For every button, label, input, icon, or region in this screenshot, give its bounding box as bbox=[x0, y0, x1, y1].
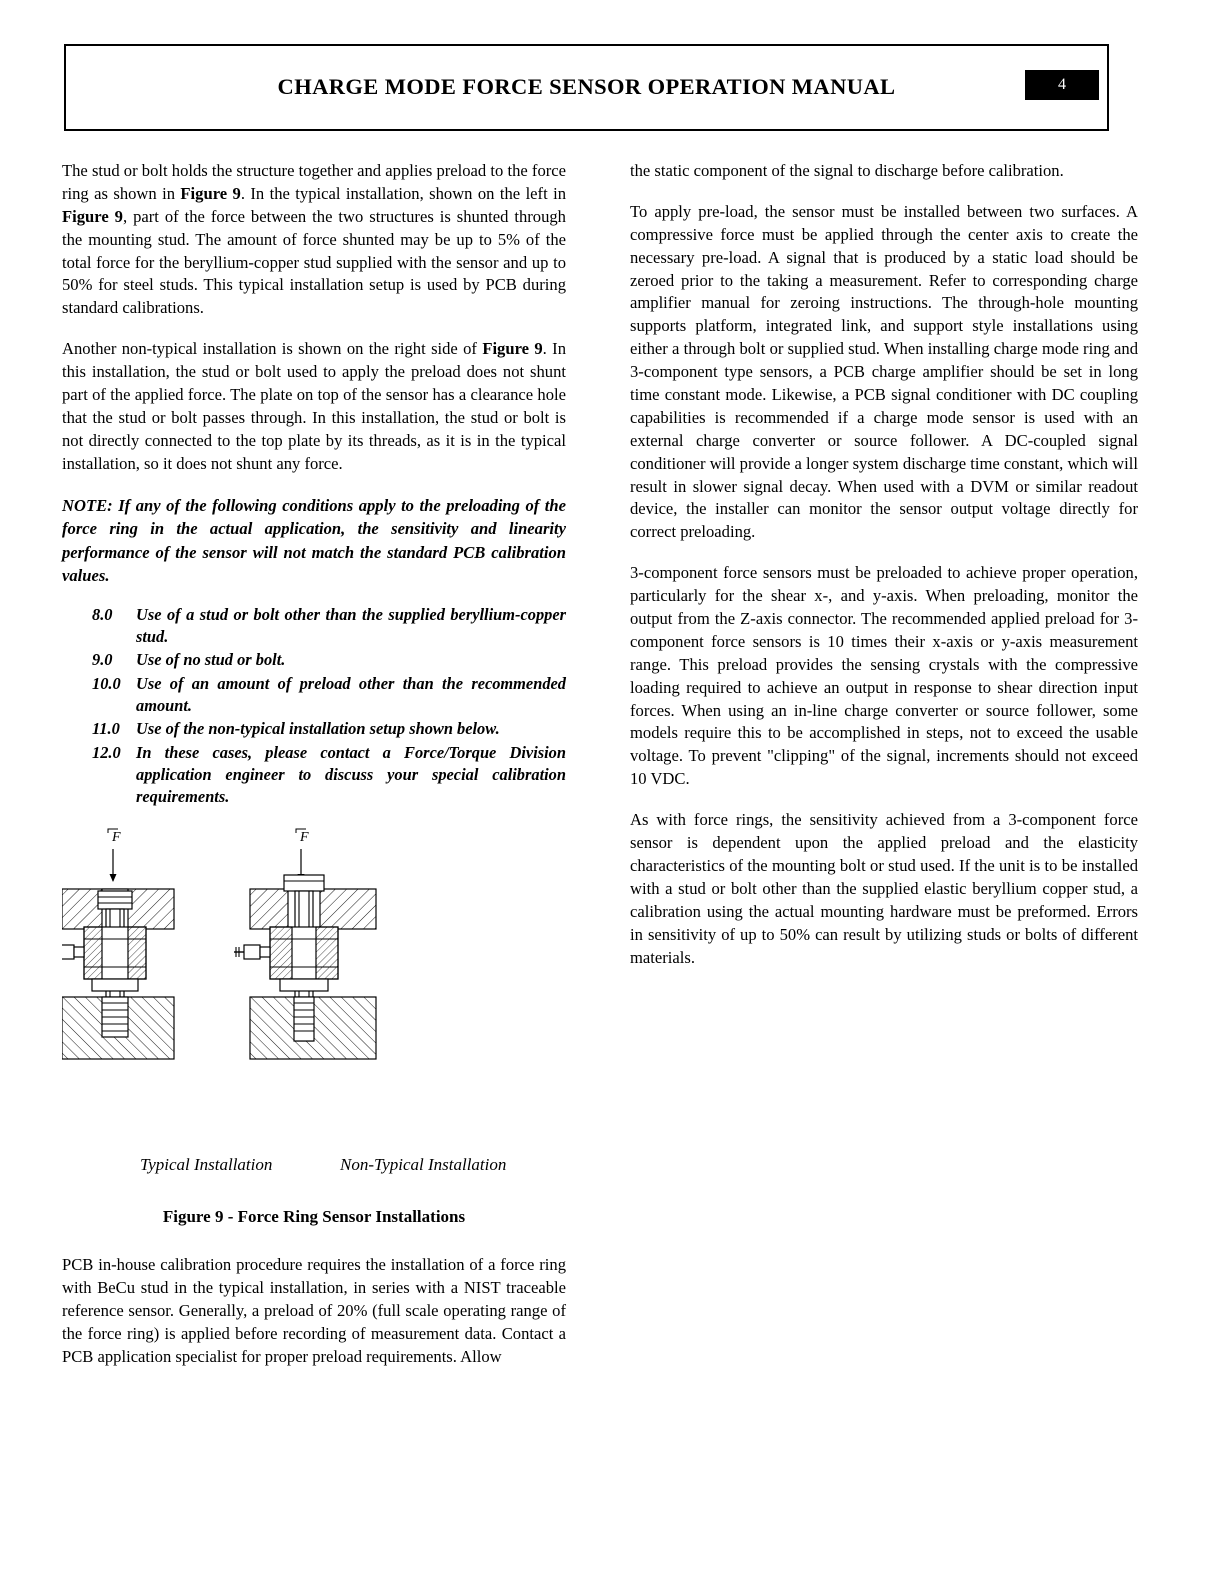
svg-text:F: F bbox=[112, 829, 121, 845]
figure-captions bbox=[62, 1153, 566, 1179]
list-item-text: Use of a stud or bolt other than the supplied beryllium-copper stud. bbox=[136, 604, 566, 647]
force-ring-installations-svg bbox=[62, 827, 566, 1147]
paragraph-non-typical bbox=[62, 338, 566, 475]
list-item-text: Use of the non-typical installation setup shown below. bbox=[136, 719, 500, 739]
page-title: CHARGE MODE FORCE SENSOR OPERATION MANUAL bbox=[277, 74, 896, 99]
conditions-list bbox=[62, 604, 566, 809]
figure-ref-1: Figure 9 bbox=[180, 183, 241, 203]
figure-ref-3: Figure 9 bbox=[482, 339, 543, 359]
para1-part2: . In the typical installation, shown on the left in bbox=[240, 183, 566, 203]
list-item-text: Use of an amount of preload other than the recommended amount. bbox=[136, 673, 566, 716]
paragraph-apply-preload: To apply pre-load, the sensor must be installed between two surfaces. A compressive force must be applied through the center axis to create the necessary pre-load. A signal that is produced by a static load should be zeroed prior to the taking a measurement. Refer to corresponding charge amplifier manual for zeroing instructions. The through-hole mounting supports platform, integrated link, and support style installations using either a through bolt or supplied stud. When installing charge mode ring and 3-component type sensors, a PCB charge amplifier should be set in long time constant mode. Likewise, a PCB signal conditioner with DC coupling capabilities is recommended if a charge mode sensor is used with an external charge converter or source follower. A DC-coupled signal conditioner will provide a longer system discharge time constant, which will result in slower signal decay. When used with a DVM or similar readout device, the installer can monitor the sensor output voltage directly for correct preloading. bbox=[630, 201, 1138, 542]
list-item bbox=[92, 718, 566, 740]
paragraph-three-component: 3-component force sensors must be preloaded to achieve proper operation, particularly for the shear x-, and y-axis. When preloading, monitor the output from the Z-axis connector. The recommended applied preload for 3-component force sensors is 10 times their x-axis or y-axis measurement range. This preload provides the sensing crystals with the compressive loading required to achieve an output in response to shear direction input forces. When using an in-line charge converter or source follower, some models require this to be accomplished in steps, not to exceed the usable voltage. To prevent "clipping" of the signal, increments should not exceed 10 VDC. bbox=[630, 563, 1138, 789]
list-item bbox=[92, 673, 566, 718]
figure-title: Figure 9 - Force Ring Sensor Installations bbox=[162, 1206, 466, 1226]
figure-ref-2: Figure 9 bbox=[62, 206, 123, 226]
list-item bbox=[92, 742, 566, 809]
list-item bbox=[92, 604, 566, 649]
list-item-number: 12.0 bbox=[92, 742, 121, 762]
list-item-number: 9.0 bbox=[92, 650, 113, 670]
left-column bbox=[62, 160, 566, 1369]
list-item-number: 11.0 bbox=[92, 719, 120, 739]
right-column bbox=[630, 160, 1138, 987]
svg-text:F: F bbox=[300, 829, 309, 845]
figure-caption-non-typical: Non-Typical Installation bbox=[340, 1154, 507, 1174]
figure-9-illustration bbox=[62, 827, 566, 1147]
list-item-number: 10.0 bbox=[92, 673, 121, 693]
page-header bbox=[64, 44, 1109, 131]
page-number-badge: 4 bbox=[1025, 70, 1099, 100]
para1-part1: The stud or bolt holds the structure together and applies preload to the force ring as shown in bbox=[62, 161, 566, 203]
list-item-text: Use of no stud or bolt. bbox=[136, 650, 286, 670]
paragraph-calibration-procedure: PCB in-house calibration procedure requires the installation of a force ring with BeCu stud in the typical installation, in series with a NIST traceable reference sensor. Generally, a preload of 20% (full scale operating range of the force ring) is applied before recording of measurement data. Contact a PCB application specialist for proper preload requirements. Allow bbox=[62, 1255, 566, 1366]
figure-caption-typical: Typical Installation bbox=[140, 1154, 273, 1174]
para2-part1: Another non-typical installation is shown on the right side of bbox=[62, 339, 483, 359]
para2-part2: . In this installation, the stud or bolt used to apply the preload does not shunt part of the applied force. The plate on top of the sensor has a clearance hole that the stud or bolt passes through. In this installation, the stud or bolt is not directly connected to the top plate by its threads, as it is in the typical installation, so it does not shunt any force. bbox=[62, 339, 566, 473]
paragraph-static-discharge: the static component of the signal to discharge before calibration. bbox=[630, 161, 1064, 180]
list-item-number: 8.0 bbox=[92, 604, 113, 624]
list-item bbox=[92, 649, 566, 671]
list-item-text: In these cases, please contact a Force/Torque Division application engineer to discuss your special calibration requirements. bbox=[136, 742, 566, 807]
note-block: NOTE: If any of the following conditions apply to the preloading of the force ring in the actual application, the sensitivity and linearity performance of the sensor will not match the standard PCB calibration values. bbox=[62, 495, 566, 586]
paragraph-stud-bolt bbox=[62, 160, 566, 320]
paragraph-sensitivity: As with force rings, the sensitivity achieved from a 3-component force sensor is dependent upon the applied preload and the elasticity characteristics of the mounting bolt or stud used. If the unit is to be installed with a stud or bolt other than the supplied elastic beryllium copper stud, a calibration using the actual mounting hardware must be preformed. Errors in sensitivity of up to 50% can result by utilizing studs or bolts of different materials. bbox=[630, 810, 1138, 967]
para1-part3: , part of the force between the two structures is shunted through the mounting stud. The amount of force shunted may be up to 5% of the total force for the beryllium-copper stud supplied with the sensor and up to 50% for steel studs. This typical installation setup is used by PCB during standard calibrations. bbox=[62, 206, 566, 318]
